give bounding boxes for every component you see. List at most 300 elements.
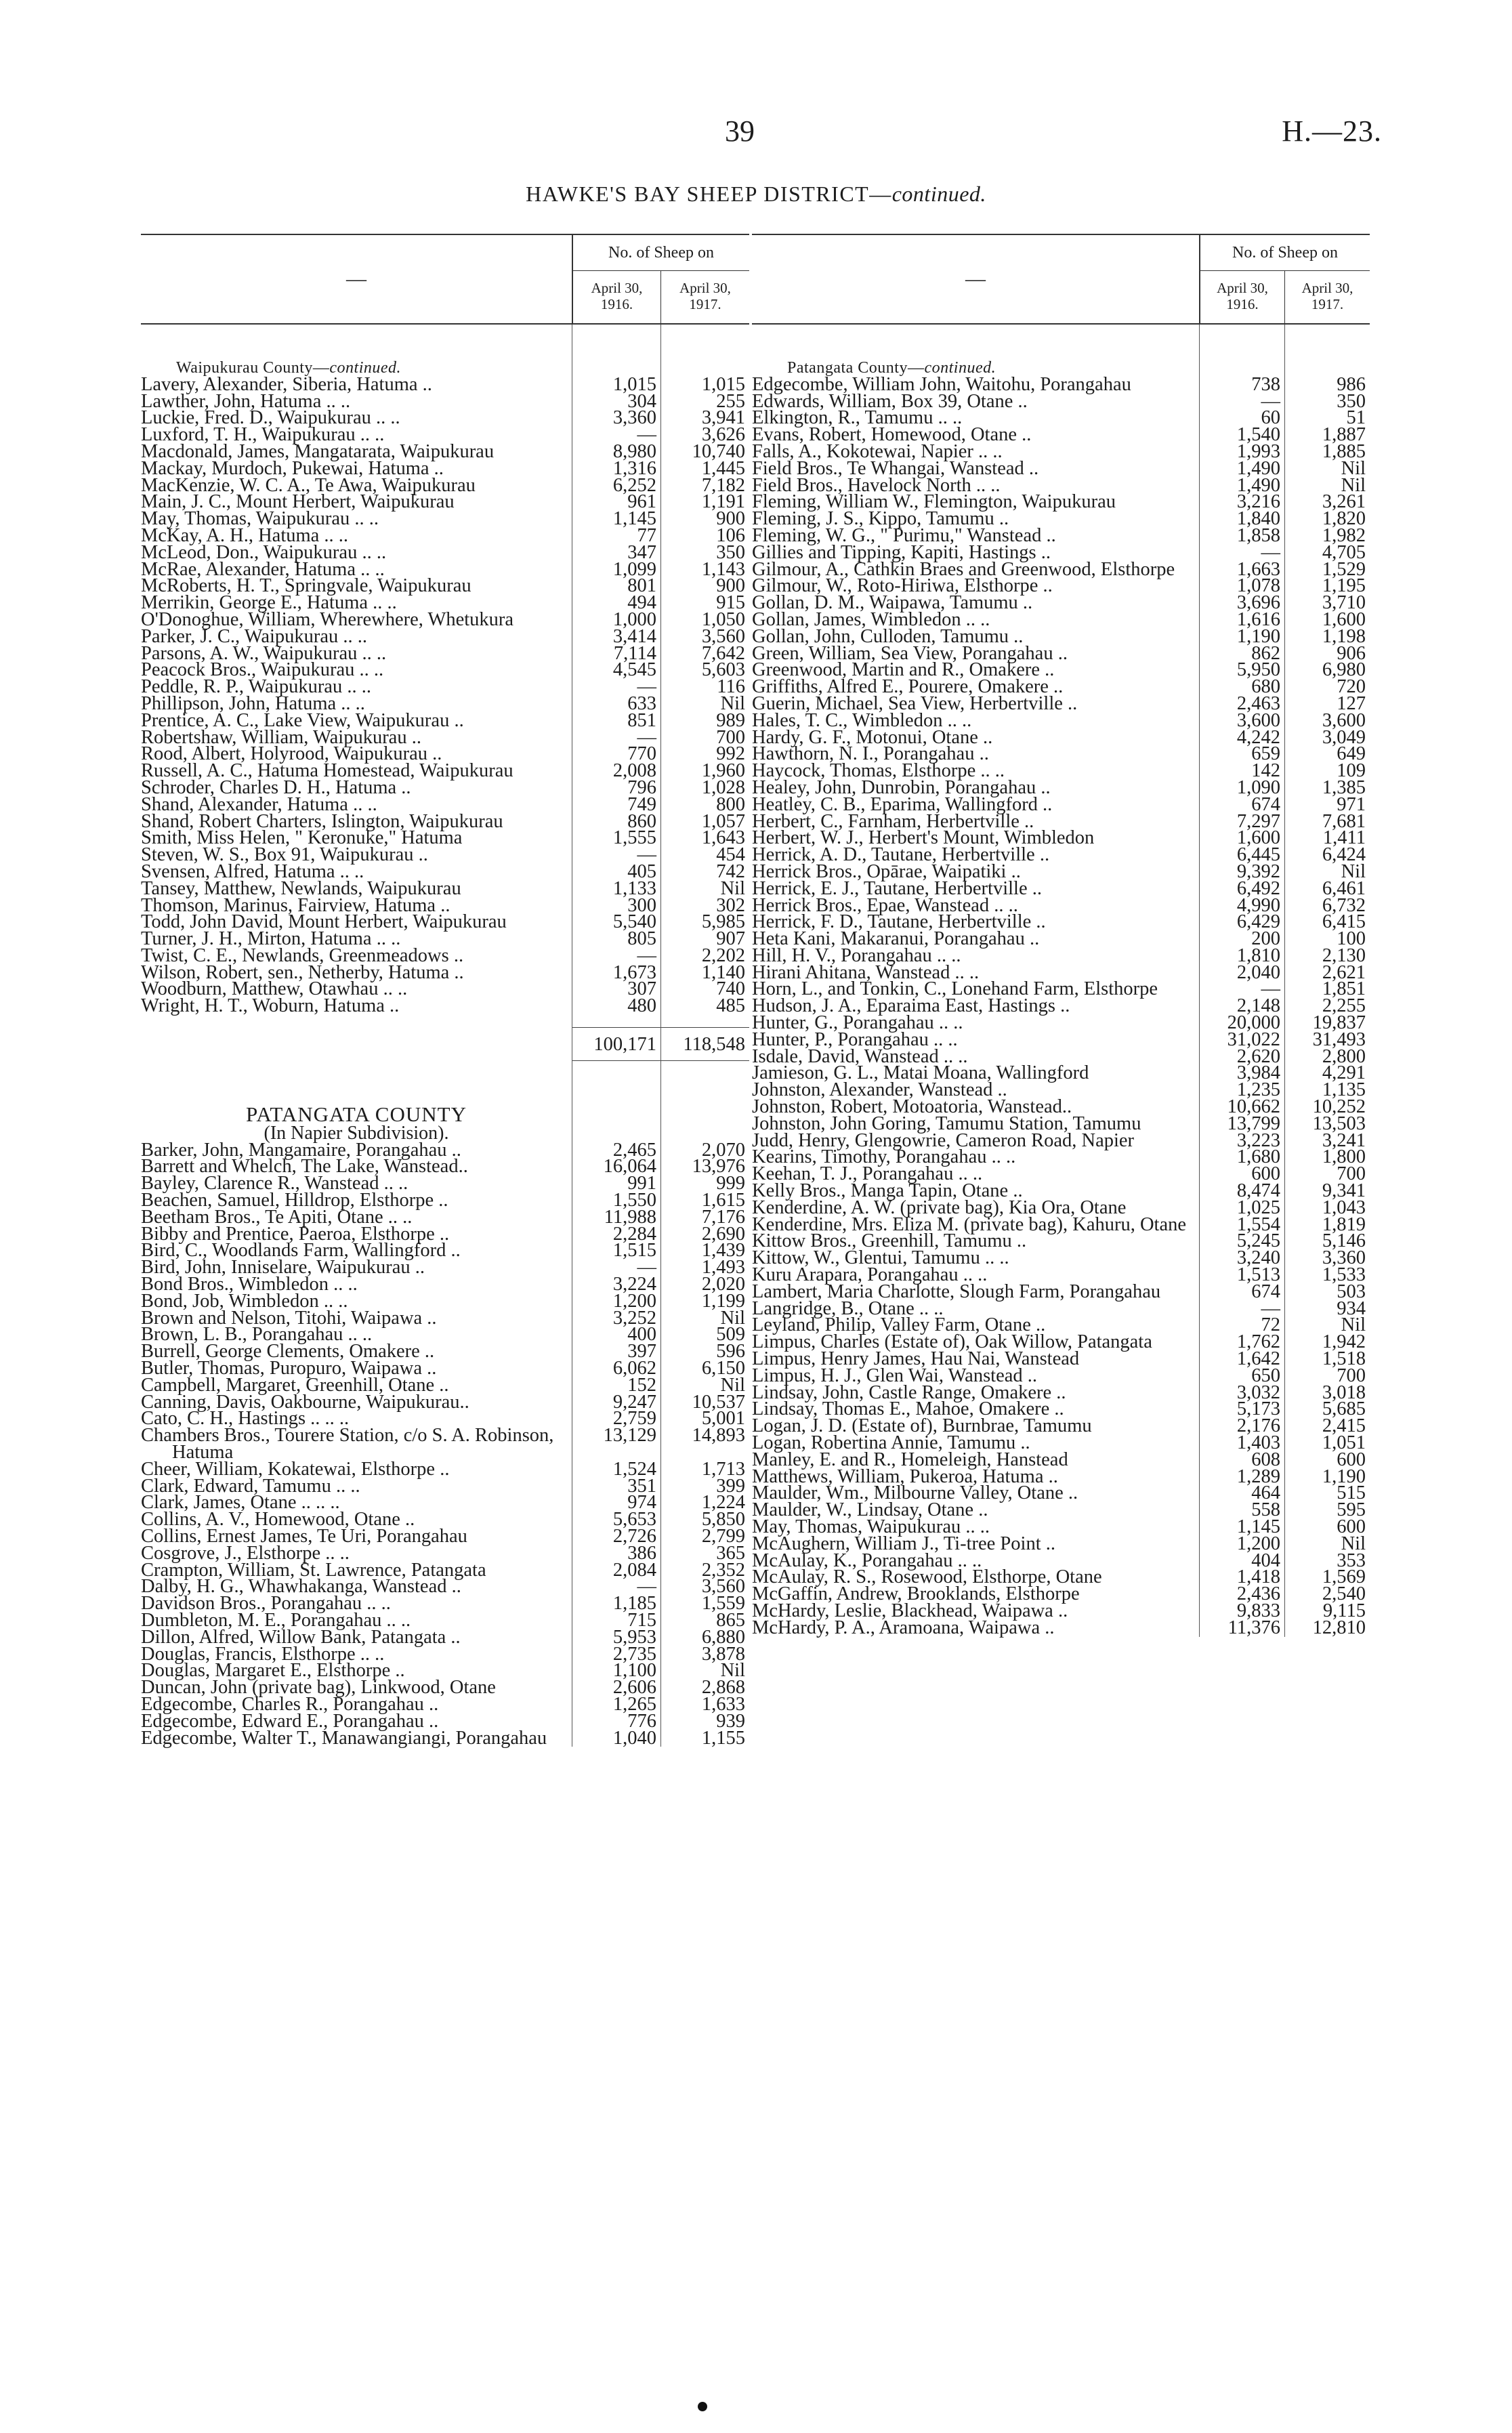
sheep-1917: 1,050	[701, 608, 745, 630]
sheep-1917: 1,199	[701, 1290, 745, 1312]
header-dash: —	[965, 268, 986, 290]
owner-name: Peacock Bros., Waipukurau .. ..	[141, 659, 384, 681]
sheep-1916: 851	[627, 709, 656, 731]
owner-name: Dillon, Alfred, Willow Bank, Patangata ..	[141, 1626, 461, 1648]
sheep-1916: 1,524	[612, 1458, 656, 1480]
sheep-1917: 939	[716, 1710, 745, 1732]
page-number: 39	[725, 115, 755, 148]
sheep-1916: 1,554	[1236, 1213, 1280, 1235]
owner-name: McGaffin, Andrew, Brooklands, Elsthorpe	[752, 1583, 1080, 1605]
sheep-1916: 5,950	[1236, 659, 1280, 681]
sheep-1917: 986	[1337, 373, 1366, 395]
owner-name: Bond, Job, Wimbledon .. ..	[141, 1290, 348, 1312]
owner-name: Douglas, Margaret E., Elsthorpe ..	[141, 1660, 405, 1682]
sheep-1916: 1,133	[612, 877, 656, 899]
sheep-1916: 674	[1251, 1281, 1280, 1302]
sheep-1917: 915	[716, 592, 745, 614]
owner-name: Limpus, Henry James, Hau Nai, Wanstead	[752, 1348, 1080, 1370]
header-sheep-group	[1199, 235, 1370, 323]
owner-name: Hardy, G. F., Motonui, Otane ..	[752, 726, 993, 748]
sheep-1917: Nil	[720, 1307, 745, 1329]
owner-name: Butler, Thomas, Puropuro, Waipawa ..	[141, 1358, 437, 1379]
left-table-header	[141, 234, 749, 325]
sheep-1917: 1,533	[1322, 1264, 1366, 1286]
owner-name: Langridge, B., Otane .. ..	[752, 1297, 944, 1319]
owner-name: Shand, Alexander, Hatuma .. ..	[141, 793, 377, 815]
owner-name: May, Thomas, Waipukurau .. ..	[752, 1516, 990, 1537]
sheep-1917: 907	[716, 928, 745, 950]
sheep-1917: 485	[716, 995, 745, 1017]
sheep-1917: 127	[1337, 692, 1366, 714]
owner-name: Turner, J. H., Mirton, Hatuma .. ..	[141, 928, 401, 950]
sheep-1916: 1,616	[1236, 608, 1280, 630]
sheep-1917: 3,049	[1322, 726, 1366, 748]
sheep-1916: 3,216	[1236, 491, 1280, 513]
sheep-1916: —	[637, 844, 656, 866]
sheep-1916: 1,762	[1236, 1331, 1280, 1353]
sheep-1916: 680	[1251, 676, 1280, 698]
owner-name: May, Thomas, Waipukurau .. ..	[141, 508, 379, 530]
total-1916: 100,171	[572, 1027, 660, 1061]
owner-name: Duncan, John (private bag), Linkwood, Otane	[141, 1677, 496, 1699]
sheep-1916: 600	[1251, 1163, 1280, 1185]
owner-name: Canning, Davis, Oakbourne, Waipukurau..	[141, 1391, 469, 1413]
owner-name: Herrick Bros., Opārae, Waipatiki ..	[752, 860, 1021, 882]
sheep-1916: 1,090	[1236, 776, 1280, 798]
sheep-1916: 9,392	[1236, 860, 1280, 882]
sheep-1916: 4,545	[612, 659, 656, 681]
sheep-1917: 1,800	[1322, 1146, 1366, 1168]
owner-name: Robertshaw, William, Waipukurau ..	[141, 726, 421, 748]
owner-name: Matthews, William, Pukeroa, Hatuma ..	[752, 1465, 1058, 1487]
sheep-1917: 1,819	[1322, 1213, 1366, 1235]
page-bullet-mark	[698, 2402, 707, 2411]
sheep-1916: 862	[1251, 642, 1280, 664]
sheep-1917: 800	[716, 793, 745, 815]
sheep-1917: 503	[1337, 1281, 1366, 1302]
sheep-1916: 1,403	[1236, 1432, 1280, 1453]
sheep-1916: 1,145	[612, 508, 656, 530]
section-heading-waipukurau: Waipukurau County—continued.	[176, 359, 402, 377]
sheep-1916: 1,000	[612, 608, 656, 630]
sheep-1916: —	[1261, 541, 1280, 563]
owner-name: Macdonald, James, Mangatarata, Waipukurau	[141, 440, 495, 462]
owner-name: McAulay, K., Porangahau .. ..	[752, 1550, 982, 1571]
owner-name: Greenwood, Martin and R., Omakere ..	[752, 659, 1055, 681]
owner-name: Hawthorn, N. I., Porangahau ..	[752, 743, 989, 765]
owner-name: Gilmour, W., Roto-Hiriwa, Elsthorpe ..	[752, 575, 1053, 597]
owner-name: Barker, John, Mangamaire, Porangahau ..	[141, 1139, 461, 1161]
sheep-1917: 116	[717, 676, 745, 698]
sheep-1917: 700	[716, 726, 745, 748]
sheep-1916: 2,735	[612, 1643, 656, 1665]
owner-name: Bird, John, Inniselare, Waipukurau ..	[141, 1257, 425, 1278]
sheep-1916: 8,474	[1236, 1180, 1280, 1202]
sheep-1917: 600	[1337, 1516, 1366, 1537]
sheep-1917: 700	[1337, 1163, 1366, 1185]
sheep-1916: 6,492	[1236, 877, 1280, 899]
sheep-1917: 509	[716, 1324, 745, 1346]
sheep-1917: 1,015	[701, 373, 745, 395]
owner-name: Edgecombe, William John, Waitohu, Porangahau	[752, 373, 1131, 395]
owner-name: Field Bros., Havelock North .. ..	[752, 474, 1001, 496]
owner-name: Bird, C., Woodlands Farm, Wallingford ..	[141, 1240, 461, 1262]
sheep-1917: 999	[716, 1173, 745, 1194]
owner-name: Logan, Robertina Annie, Tamumu ..	[752, 1432, 1030, 1453]
sheep-1917: 992	[716, 743, 745, 765]
sheep-1916: 608	[1251, 1449, 1280, 1470]
sheep-1916: 5,245	[1236, 1230, 1280, 1252]
sheep-1917: 4,705	[1322, 541, 1366, 563]
owner-name: McLeod, Don., Waipukurau .. ..	[141, 541, 387, 563]
sheep-1917: 1,887	[1322, 424, 1366, 446]
sheep-1917: 10,537	[692, 1391, 745, 1413]
sheep-1917: 2,130	[1322, 944, 1366, 966]
sheep-1916: 351	[627, 1475, 656, 1497]
sheep-1916: 991	[627, 1173, 656, 1194]
owner-name: Burrell, George Clements, Omakere ..	[141, 1341, 435, 1363]
sheep-1917: 3,626	[701, 424, 745, 446]
sheep-1917: 596	[716, 1341, 745, 1363]
sheep-1917: 6,980	[1322, 659, 1366, 681]
sheep-1916: 11,988	[604, 1206, 656, 1228]
owner-name: Todd, John David, Mount Herbert, Waipukurau	[141, 911, 507, 933]
sheep-1916: —	[637, 676, 656, 698]
owner-name: Heta Kani, Makaranui, Porangahau ..	[752, 928, 1040, 950]
owner-name: Maulder, Wm., Milbourne Valley, Otane ..	[752, 1482, 1078, 1504]
sheep-1916: 1,418	[1236, 1566, 1280, 1588]
sheep-1916: 200	[1251, 928, 1280, 950]
right-table-header	[752, 234, 1370, 325]
sheep-1916: 464	[1251, 1482, 1280, 1504]
owner-name: Maulder, W., Lindsay, Otane ..	[752, 1499, 988, 1521]
sheep-1917: 1,982	[1322, 524, 1366, 546]
sheep-1916: 5,953	[612, 1626, 656, 1648]
sheep-1916: 9,833	[1236, 1600, 1280, 1621]
sheep-1917: 971	[1337, 793, 1366, 815]
owner-name: Fleming, W. G., " Purimu," Wanstead ..	[752, 524, 1056, 546]
owner-name: Collins, Ernest James, Te Uri, Porangahau	[141, 1526, 467, 1547]
owner-name: Clark, James, Otane .. .. ..	[141, 1492, 340, 1514]
sheep-1916: 20,000	[1227, 1012, 1280, 1034]
sheep-1916: 1,025	[1236, 1197, 1280, 1218]
sheep-1916: 974	[627, 1492, 656, 1514]
sheep-1917: 5,603	[701, 659, 745, 681]
sheep-1916: 1,015	[612, 373, 656, 395]
sheep-1916: 307	[627, 978, 656, 1000]
sheep-1916: 715	[627, 1609, 656, 1631]
sheep-1917: 3,710	[1322, 592, 1366, 614]
sheep-1917: 14,893	[692, 1425, 745, 1447]
owner-name: Tansey, Matthew, Newlands, Waipukurau	[141, 877, 461, 899]
document-code: H.—23.	[1282, 115, 1382, 148]
owner-name: Edwards, William, Box 39, Otane ..	[752, 390, 1028, 412]
sheep-1916: 6,252	[612, 474, 656, 496]
sheep-1916: 386	[627, 1542, 656, 1564]
owner-name: Herrick Bros., Epae, Wanstead .. ..	[752, 894, 1018, 916]
sheep-1916: 1,200	[612, 1290, 656, 1312]
sheep-1917: 1,493	[701, 1257, 745, 1278]
sheep-1916: 397	[627, 1341, 656, 1363]
sheep-1916: 6,429	[1236, 911, 1280, 933]
owner-name: Woodburn, Matthew, Otawhau .. ..	[141, 978, 408, 1000]
sheep-1916: 7,297	[1236, 810, 1280, 832]
header-april-1917: April 30, 1917.	[679, 280, 731, 312]
sheep-1917: 1,529	[1322, 558, 1366, 580]
sheep-1916: 3,984	[1236, 1062, 1280, 1084]
owner-name: Elkington, R., Tamumu .. ..	[752, 407, 963, 429]
owner-name: Schroder, Charles D. H., Hatuma ..	[141, 776, 411, 798]
owner-name: McHardy, Leslie, Blackhead, Waipawa ..	[752, 1600, 1068, 1621]
owner-name: Chambers Bros., Tourere Station, c/o S. A. Robinson, Hatuma	[141, 1425, 554, 1463]
sheep-1916: 1,316	[612, 457, 656, 479]
owner-name: Parker, J. C., Waipukurau .. ..	[141, 625, 368, 647]
header-april-1917: April 30, 1917.	[1301, 280, 1353, 312]
sheep-1917: 2,690	[701, 1223, 745, 1245]
sheep-1916: 2,148	[1236, 995, 1280, 1017]
sheep-1917: 2,352	[701, 1559, 745, 1581]
sheep-1916: 1,185	[612, 1593, 656, 1615]
sheep-1917: 1,559	[701, 1593, 745, 1615]
owner-name: Griffiths, Alfred E., Pourere, Omakere ..	[752, 676, 1064, 698]
sheep-1917: 1,143	[701, 558, 745, 580]
owner-name: Lawther, John, Hatuma .. ..	[141, 390, 351, 412]
sheep-1917: 109	[1337, 760, 1366, 782]
section-heading-patangata-continued: Patangata County—continued.	[787, 359, 996, 377]
owner-name: Luckie, Fred. D., Waipukurau .. ..	[141, 407, 400, 429]
sheep-1916: 16,064	[603, 1156, 656, 1178]
owner-name: Leyland, Philip, Valley Farm, Otane ..	[752, 1314, 1046, 1336]
sheep-1917: 3,560	[701, 625, 745, 647]
owner-name: Kearins, Timothy, Porangahau .. ..	[752, 1146, 1016, 1168]
sheep-1917: 5,001	[701, 1408, 745, 1430]
sheep-1917: 1,851	[1322, 978, 1366, 1000]
sheep-1916: 2,726	[612, 1526, 656, 1547]
sheep-1916: 3,240	[1236, 1247, 1280, 1269]
owner-name: Johnston, Robert, Motoatoria, Wanstead..	[752, 1096, 1072, 1118]
sheep-1917: 1,224	[701, 1492, 745, 1514]
owner-name: Peddle, R. P., Waipukurau .. ..	[141, 676, 371, 698]
sheep-1917: 1,615	[701, 1190, 745, 1211]
sheep-1917: 1,190	[1322, 1465, 1366, 1487]
sheep-1917: 7,176	[701, 1206, 745, 1228]
owner-name: Edgecombe, Edward E., Porangahau ..	[141, 1710, 439, 1732]
sheep-1917: 720	[1337, 676, 1366, 698]
sheep-1917: 1,445	[701, 457, 745, 479]
sheep-1916: 6,445	[1236, 844, 1280, 866]
table-row	[141, 995, 749, 1017]
sheep-1917: Nil	[720, 877, 745, 899]
sheep-1916: 1,289	[1236, 1465, 1280, 1487]
sheep-1917: 865	[716, 1609, 745, 1631]
sheep-1917: 3,560	[701, 1576, 745, 1598]
sheep-1917: 399	[716, 1475, 745, 1497]
sheep-1917: 6,880	[701, 1626, 745, 1648]
sheep-1916: 3,600	[1236, 709, 1280, 731]
sheep-1916: 3,223	[1236, 1129, 1280, 1151]
sheep-1916: 1,235	[1236, 1079, 1280, 1101]
sheep-1917: 100	[1337, 928, 1366, 950]
sheep-1917: 900	[716, 508, 745, 530]
sheep-1917: 2,799	[701, 1526, 745, 1547]
sheep-1916: 3,252	[612, 1307, 656, 1329]
header-april-1916: April 30, 1916.	[573, 270, 661, 323]
sheep-1916: 72	[1261, 1314, 1280, 1336]
owner-name: Hunter, P., Porangahau .. ..	[752, 1028, 958, 1050]
page-title	[0, 182, 1512, 207]
sheep-1916: 1,145	[1236, 1516, 1280, 1537]
sheep-1916: 304	[627, 390, 656, 412]
left-table-body	[141, 325, 749, 1747]
sheep-1917: 2,621	[1322, 961, 1366, 983]
owner-name: Kuru Arapara, Porangahau .. ..	[752, 1264, 988, 1286]
sheep-1917: 4,291	[1322, 1062, 1366, 1084]
sheep-1917: 1,198	[1322, 625, 1366, 647]
total-1917: 118,548	[660, 1027, 749, 1061]
sheep-1916: 1,540	[1236, 424, 1280, 446]
owner-name: Jamieson, G. L., Matai Moana, Wallingford	[752, 1062, 1089, 1084]
sheep-1916: 3,360	[612, 407, 656, 429]
sheep-1916: 13,129	[603, 1425, 656, 1447]
sheep-1917: 1,518	[1322, 1348, 1366, 1370]
owner-name: Luxford, T. H., Waipukurau .. ..	[141, 424, 385, 446]
sheep-1917: 1,960	[701, 760, 745, 782]
owner-name: Twist, C. E., Newlands, Greenmeadows ..	[141, 944, 464, 966]
owner-name: Beetham Bros., Te Apiti, Otane .. ..	[141, 1206, 413, 1228]
owner-name: McAulay, R. S., Rosewood, Elsthorpe, Otane	[752, 1566, 1102, 1588]
sheep-1916: 2,176	[1236, 1415, 1280, 1437]
sheep-1917: 900	[716, 575, 745, 597]
owner-name: Haycock, Thomas, Elsthorpe .. ..	[752, 760, 1005, 782]
sheep-1917: 1,057	[701, 810, 745, 832]
owner-name: Lambert, Maria Charlotte, Slough Farm, Porangahau	[752, 1281, 1161, 1302]
table-row	[752, 1617, 1370, 1638]
owner-name: Guerin, Michael, Sea View, Herbertville ..	[752, 692, 1078, 714]
sheep-1916: —	[1261, 978, 1280, 1000]
sheep-1916: 1,840	[1236, 508, 1280, 530]
sheep-1917: 989	[716, 709, 745, 731]
owner-name: Brown and Nelson, Titohi, Waipawa ..	[141, 1307, 437, 1329]
sheep-1917: 2,202	[701, 944, 745, 966]
owner-name: Kenderdine, A. W. (private bag), Kia Ora, Otane	[752, 1197, 1127, 1218]
owner-name: McKay, A. H., Hatuma .. ..	[141, 524, 349, 546]
sheep-1917: 1,043	[1322, 1197, 1366, 1218]
total-row	[141, 1027, 749, 1061]
owner-name: Herbert, W. J., Herbert's Mount, Wimbledon	[752, 827, 1095, 849]
owner-name: Limpus, H. J., Glen Wai, Wanstead ..	[752, 1365, 1038, 1386]
sheep-1917: 2,800	[1322, 1045, 1366, 1067]
sheep-1916: 347	[627, 541, 656, 563]
sheep-1917: 1,942	[1322, 1331, 1366, 1353]
owner-name: McAughern, William J., Ti-tree Point ..	[752, 1533, 1055, 1554]
owner-name: Herbert, C., Farnham, Herbertville ..	[752, 810, 1034, 832]
sheep-1917: 9,115	[1322, 1600, 1366, 1621]
sheep-1916: 1,642	[1236, 1348, 1280, 1370]
owner-name: Merrikin, George E., Hatuma .. ..	[141, 592, 397, 614]
sheep-1916: 2,463	[1236, 692, 1280, 714]
owner-name: Bayley, Clarence R., Wanstead .. ..	[141, 1173, 408, 1194]
owner-name: Thomson, Marinus, Fairview, Hatuma ..	[141, 894, 450, 916]
owner-name: Bibby and Prentice, Paeroa, Elsthorpe ..	[141, 1223, 450, 1245]
sheep-1916: 1,663	[1236, 558, 1280, 580]
sheep-1917: 1,135	[1322, 1079, 1366, 1101]
sheep-1916: 1,100	[612, 1660, 656, 1682]
sheep-1917: Nil	[1341, 1533, 1366, 1554]
owner-name: Clark, Edward, Tamumu .. ..	[141, 1475, 360, 1497]
sheep-1917: 649	[1337, 743, 1366, 765]
owner-name: Phillipson, John, Hatuma .. ..	[141, 692, 365, 714]
owner-name: Healey, John, Dunrobin, Porangahau ..	[752, 776, 1051, 798]
owner-name: Parsons, A. W., Waipukurau .. ..	[141, 642, 387, 664]
sheep-1916: 961	[627, 491, 656, 513]
owner-name: Johnston, Alexander, Wanstead ..	[752, 1079, 1007, 1101]
owner-name: Kittow, W., Glentui, Tamumu .. ..	[752, 1247, 1009, 1269]
sheep-1916: 404	[1251, 1550, 1280, 1571]
sheep-1917: 700	[1337, 1365, 1366, 1386]
sheep-1916: 1,099	[612, 558, 656, 580]
sheep-1917: 600	[1337, 1449, 1366, 1470]
sheep-1916: 770	[627, 743, 656, 765]
owner-name: Svensen, Alfred, Hatuma .. ..	[141, 860, 364, 882]
sheep-1916: 3,414	[612, 625, 656, 647]
owner-name: McRae, Alexander, Hatuma .. ..	[141, 558, 385, 580]
sheep-1916: 3,224	[612, 1274, 656, 1295]
sheep-1917: 515	[1337, 1482, 1366, 1504]
sheep-1917: 6,424	[1322, 844, 1366, 866]
sheep-1917: 1,820	[1322, 508, 1366, 530]
sheep-1916: 2,436	[1236, 1583, 1280, 1605]
sheep-1917: 10,252	[1312, 1096, 1366, 1118]
sheep-1917: 742	[716, 860, 745, 882]
owner-name: Russell, A. C., Hatuma Homestead, Waipukurau	[141, 760, 513, 782]
owner-name: Gollan, D. M., Waipawa, Tamumu ..	[752, 592, 1033, 614]
sheep-1917: Nil	[1341, 474, 1366, 496]
sheep-1916: 10,662	[1227, 1096, 1280, 1118]
owner-name: Rood, Albert, Holyrood, Waipukurau ..	[141, 743, 442, 765]
header-no-of-sheep: No. of Sheep on	[573, 235, 749, 271]
owner-name: Kelly Bros., Manga Tapin, Otane ..	[752, 1180, 1023, 1202]
sheep-1917: 353	[1337, 1550, 1366, 1571]
owner-name: Wilson, Robert, sen., Netherby, Hatuma ..	[141, 961, 464, 983]
sheep-1916: —	[1261, 390, 1280, 412]
owner-name: Hudson, J. A., Eparaima East, Hastings ..	[752, 995, 1070, 1017]
sheep-1917: 350	[716, 541, 745, 563]
sheep-1917: 6,732	[1322, 894, 1366, 916]
sheep-1916: 5,653	[612, 1509, 656, 1531]
owner-name: Cheer, William, Kokatewai, Elsthorpe ..	[141, 1458, 450, 1480]
owner-name: Edgecombe, Charles R., Porangahau ..	[141, 1693, 439, 1715]
owner-name: Cato, C. H., Hastings .. .. ..	[141, 1408, 350, 1430]
sheep-1916: 77	[637, 524, 656, 546]
sheep-1917: 2,415	[1322, 1415, 1366, 1437]
sheep-1916: 11,376	[1227, 1617, 1280, 1638]
sheep-1916: 1,993	[1236, 440, 1280, 462]
sheep-1916: 405	[627, 860, 656, 882]
sheep-1916: 1,190	[1236, 625, 1280, 647]
sheep-1916: 1,513	[1236, 1264, 1280, 1286]
owner-name: Mackay, Murdoch, Pukewai, Hatuma ..	[141, 457, 444, 479]
sheep-1916: 2,759	[612, 1408, 656, 1430]
sheep-1916: 738	[1251, 373, 1280, 395]
sheep-1917: 2,868	[701, 1677, 745, 1699]
sheep-1917: 1,028	[701, 776, 745, 798]
sheep-1917: 302	[716, 894, 745, 916]
owner-name: Evans, Robert, Homewood, Otane ..	[752, 424, 1032, 446]
sheep-1916: 1,078	[1236, 575, 1280, 597]
owner-name: Kenderdine, Mrs. Eliza M. (private bag), Kahuru, Otane	[752, 1213, 1187, 1235]
sheep-1917: 255	[716, 390, 745, 412]
header-no-of-sheep: No. of Sheep on	[1200, 235, 1370, 271]
